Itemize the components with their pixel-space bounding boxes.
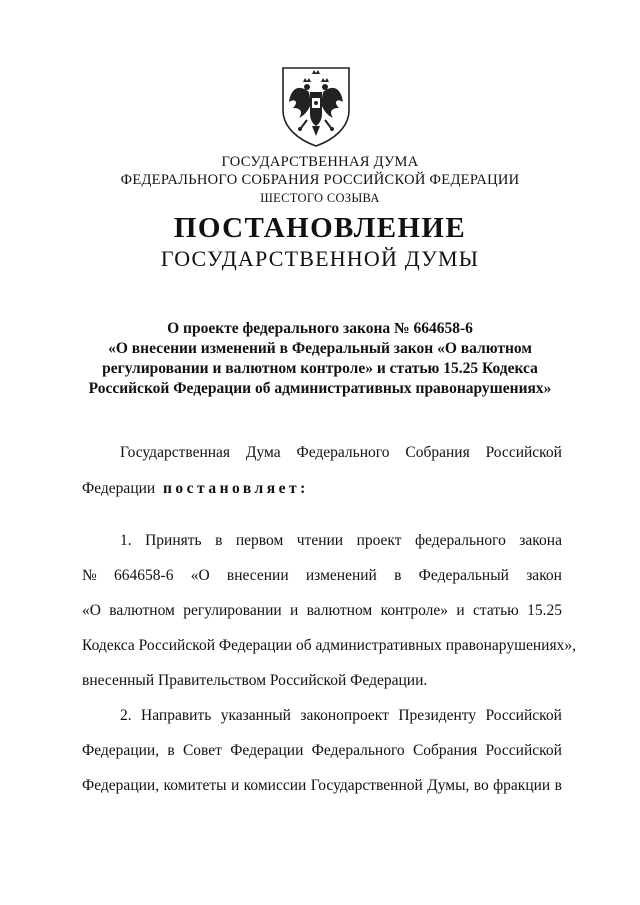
word: статью	[473, 602, 519, 619]
word: 2.	[120, 707, 132, 724]
word: 15.25	[527, 602, 562, 619]
word: Федерации,	[82, 777, 160, 794]
bill-heading-line: О проекте федерального закона № 664658-6	[167, 320, 473, 337]
word: закон	[526, 567, 562, 584]
word: валютном	[306, 602, 373, 619]
word: и	[230, 777, 240, 794]
word: контроле»	[380, 602, 449, 619]
bill-heading-line: регулировании и валютном контроле» и статью 15.25 Кодекса	[102, 360, 538, 377]
org-name-line: ГОСУДАРСТВЕННАЯ ДУМА	[221, 154, 419, 170]
word: регулировании	[183, 602, 282, 619]
preamble-line	[82, 444, 562, 462]
organization-header	[60, 153, 580, 207]
point-1-line	[82, 567, 562, 585]
word: закона	[519, 532, 562, 549]
word: «О	[190, 567, 210, 584]
word: указанный	[220, 707, 291, 724]
document-title: ПОСТАНОВЛЕНИЕ	[173, 212, 467, 244]
word: в	[215, 532, 223, 549]
word: комитеты	[163, 777, 227, 794]
word: Российской	[485, 742, 562, 759]
word: и	[290, 602, 299, 619]
word: Государственная	[120, 444, 231, 461]
bill-heading-line: «О внесении изменений в Федеральный закон «О валютном	[108, 340, 532, 357]
word: Совет	[182, 742, 222, 759]
word: во	[473, 777, 489, 794]
word: Принять	[145, 532, 202, 549]
word: Направить	[141, 707, 212, 724]
word: проект	[356, 532, 402, 549]
word: первом	[235, 532, 284, 549]
point-1-line: Кодекса Российской Федерации об административных правонарушениях»,	[82, 637, 576, 654]
word: «О	[82, 602, 101, 619]
word: изменений	[305, 567, 377, 584]
word: Президенту	[398, 707, 477, 724]
word: Федерации	[230, 742, 304, 759]
point-1-line	[82, 532, 562, 550]
word: валютном	[109, 602, 175, 619]
word: в	[394, 567, 402, 584]
resolves-word: постановляет:	[162, 480, 309, 497]
word: законопроект	[300, 707, 389, 724]
point-2-line	[82, 777, 562, 795]
word: фракции	[493, 777, 551, 794]
word: 1.	[120, 532, 132, 549]
document-subtitle: ГОСУДАРСТВЕННОЙ ДУМЫ	[160, 246, 480, 271]
convocation-line: ШЕСТОГО СОЗЫВА	[260, 191, 380, 205]
word: Федерации,	[82, 742, 160, 759]
word: Думы,	[427, 777, 470, 794]
bill-heading-line: Российской Федерации об административных правонарушениях»	[88, 380, 552, 397]
org-parliament-line: ФЕДЕРАЛЬНОГО СОБРАНИЯ РОССИЙСКОЙ ФЕДЕРАЦИИ	[120, 172, 520, 188]
word: в	[554, 777, 562, 794]
word: Собрания	[412, 742, 478, 759]
word: №	[82, 567, 97, 584]
word: в	[167, 742, 175, 759]
word: Государственной	[310, 777, 423, 794]
word: 664658-6	[114, 567, 174, 584]
word: Собрания	[405, 444, 470, 461]
point-2-line	[82, 742, 562, 760]
word: Федерального	[296, 444, 390, 461]
word: Российской	[485, 444, 562, 461]
word: чтении	[296, 532, 344, 549]
word: внесении	[226, 567, 289, 584]
point-2-line	[82, 707, 562, 725]
point-1-line	[82, 602, 562, 620]
word: Дума	[245, 444, 281, 461]
coat-of-arms-emblem	[279, 64, 353, 148]
word: и	[456, 602, 465, 619]
word: Федерации	[82, 480, 156, 497]
word: федерального	[415, 532, 506, 549]
word: Российской	[485, 707, 562, 724]
word: Федеральный	[418, 567, 509, 584]
preamble-line	[82, 480, 562, 498]
point-1-line: внесенный Правительством Российской Федерации.	[82, 672, 428, 689]
word: Федерального	[311, 742, 405, 759]
bill-heading	[60, 319, 580, 399]
word: комиссии	[243, 777, 307, 794]
